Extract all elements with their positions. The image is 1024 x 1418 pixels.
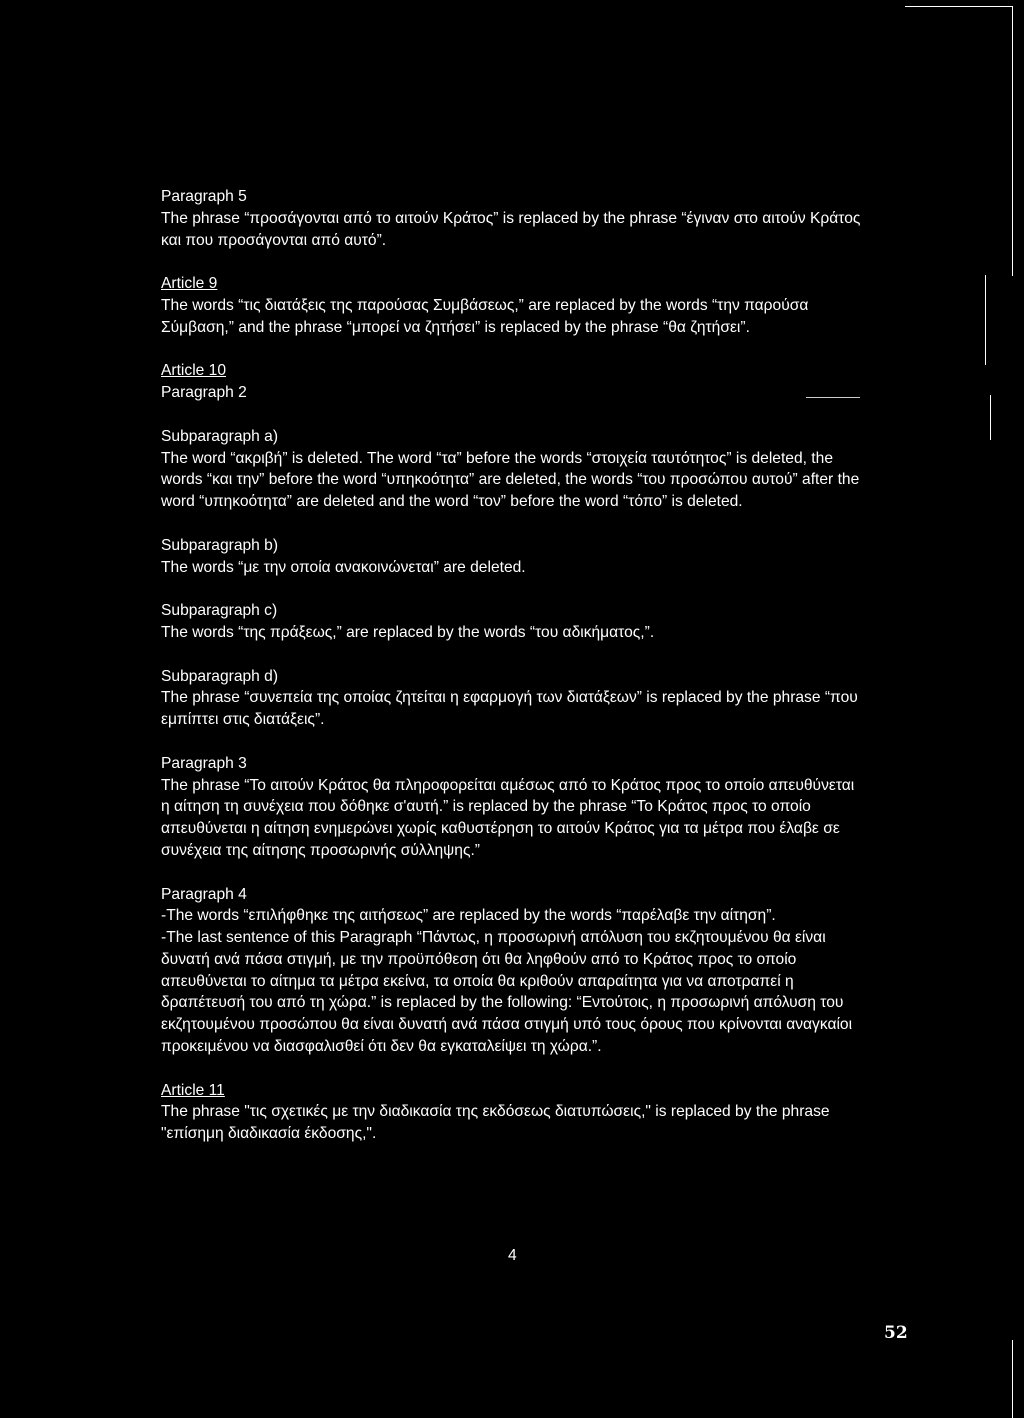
page-number: 4 xyxy=(508,1247,517,1264)
article11-text: The phrase "τις σχετικές με την διαδικασία της εκδόσεως διατυπώσεις," is replaced by the phrase "επίσημη διαδικασία έκδοσης,". xyxy=(161,1103,830,1143)
paragraph4-heading: Paragraph 4 xyxy=(161,885,247,903)
subparagraph-c-text: The words “της πράξεως,” are replaced by the words “του αδικήματος,”. xyxy=(161,623,655,641)
article9-heading: Article 9 xyxy=(161,275,218,293)
article10-paragraph2-heading: Paragraph 2 xyxy=(161,384,247,402)
article10-heading: Article 10 xyxy=(161,362,227,380)
subparagraph-d-heading: Subparagraph d) xyxy=(161,667,279,685)
paragraph5-text: The phrase “προσάγονται από το αιτούν Κράτος” is replaced by the phrase “έγιναν στο αιτούν Κράτος και που προσάγονται από αυτό”. xyxy=(161,209,861,249)
subparagraph-d-text: The phrase “συνεπεία της οποίας ζητείται η εφαρμογή των διατάξεων” is replaced by the phrase “που εμπίπτει στις διατάξεις”. xyxy=(161,689,858,729)
paragraph5-heading: Paragraph 5 xyxy=(161,188,247,205)
document-body xyxy=(161,186,861,1145)
paragraph4-line1: -The words “επιλήφθηκε της αιτήσεως” are replaced by the words “παρέλαβε την αίτηση”. xyxy=(161,907,776,925)
article9-text: The words “τις διατάξεις της παρούσας Συμβάσεως,” are replaced by the words “την παρούσα Σύμβαση,” and the phrase “μπορεί να ζητήσει” is replaced by the phrase “θα ζητήσει”. xyxy=(161,296,809,336)
handwritten-page-stamp: 52 xyxy=(884,1323,908,1343)
scan-edge-line-right-low xyxy=(990,395,991,440)
subparagraph-a-heading: Subparagraph a) xyxy=(161,427,279,445)
scan-edge-line-right xyxy=(1012,6,1013,276)
paragraph3-heading: Paragraph 3 xyxy=(161,754,247,772)
scan-edge-line-right-mid xyxy=(985,275,986,365)
subparagraph-b-heading: Subparagraph b) xyxy=(161,536,279,554)
subparagraph-a-text: The word “ακριβή” is deleted. The word “τα” before the words “στοιχεία ταυτότητος” is deleted, the words “και την” before the word “υπηκοότητα” are deleted, the words “του προσώπου αυτού” after the word “υπηκοότητα” are deleted and the word “τον” before the word “τόπο” is deleted. xyxy=(161,449,860,511)
paragraph4-line2: -The last sentence of this Paragraph “Πάντως, η προσωρινή απόλυση του εκζητουμένου θα είναι δυνατή ανά πάσα στιγμή, με την προϋπόθεση ότι θα ληφθούν από το Κράτος προς το οποίο απευθύνεται το αίτημα τα μέτρα εκείνα, τα οποία θα κριθούν απαραίτητα για να αποτραπεί η δραπέτευσή του από τη χώρα.” is replaced by the following: “Εντούτοις, η προσωρινή απόλυση του εκζητουμένου προσώπου θα είναι δυνατή ανά πάσα στιγμή υπό τους όρους που κρίνονται αναγκαίοι προκειμένου να διασφαλισθεί ότι δεν θα εγκαταλείψει τη χώρα.”. xyxy=(161,929,853,1056)
article11-heading: Article 11 xyxy=(161,1081,225,1099)
scan-edge-line-bottom-right xyxy=(1012,1340,1013,1418)
scan-edge-line-top xyxy=(905,6,1013,7)
paragraph3-text: The phrase “Το αιτούν Κράτος θα πληροφορείται αμέσως από το Κράτος προς το οποίο απευθύνεται η αίτηση τη συνέχεια που δόθηκε σ'αυτή.” is replaced by the phrase “Το Κράτος προς το οποίο απευθύνεται η αίτηση ενημερώνει χωρίς καθυστέρηση το αιτούν Κράτος για τα μέτρα που έλαβε σε συνέχεια της αίτησης προσωρινής σύλληψης.” xyxy=(161,776,855,859)
subparagraph-b-text: The words “με την οποία ανακοινώνεται” are deleted. xyxy=(161,558,526,576)
subparagraph-c-heading: Subparagraph c) xyxy=(161,602,278,620)
